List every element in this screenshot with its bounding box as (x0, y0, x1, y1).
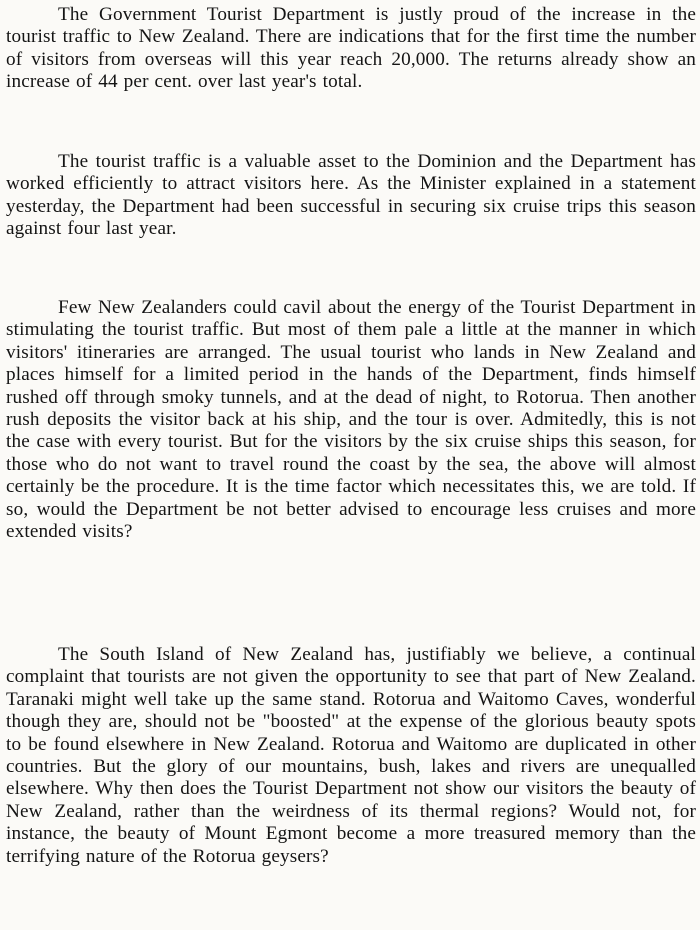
paragraph-tourist-increase: The Government Tourist Department is justly proud of the increase in the tourist traffic to New Zealand. There are indications that for the first time the number of visitors from overseas will this year reach 20,000. The returns already show an increase of 44 per cent. over last year's total. (6, 4, 696, 93)
paragraph-valuable-asset: The tourist traffic is a valuable asset to the Dominion and the Department has worked efficiently to attract visitors here. As the Minister explained in a statement yesterday, the Department had been successful in securing six cruise trips this season against four last year. (6, 151, 696, 240)
paragraph-south-island: The South Island of New Zealand has, justifiably we believe, a continual complaint that tourists are not given the opportunity to see that part of New Zealand. Taranaki might well take up the same stand. Rotorua and Waitomo Caves, wonderful though they are, should not be "boosted" at the expense of the glorious beauty spots to be found elsewhere in New Zealand. Rotorua and Waitomo are duplicated in other countries. But the glory of our mountains, bush, lakes and rivers are unequalled elsewhere. Why then does the Tourist Department not show our visitors the beauty of New Zealand, rather than the weirdness of its thermal regions? Would not, for instance, the beauty of Mount Egmont become a more treasured memory than the terrifying nature of the Rotorua geysers? (6, 644, 696, 867)
paragraph-itineraries: Few New Zealanders could cavil about the energy of the Tourist Department in stimulating the tourist traffic. But most of them pale a little at the manner in which visitors' itineraries are arranged. The usual tourist who lands in New Zealand and places himself for a limited period in the hands of the Department, finds himself rushed off through smoky tunnels, and at the dead of night, to Rotorua. Then another rush deposits the visitor back at his ship, and the tour is over. Admitedly, this is not the case with every tourist. But for the visitors by the six cruise ships this season, for those who do not want to travel round the coast by the sea, the above will almost certainly be the procedure. It is the time factor which necessitates this, we are told. If so, would the Department be not better advised to encourage less cruises and more extended visits? (6, 297, 696, 543)
